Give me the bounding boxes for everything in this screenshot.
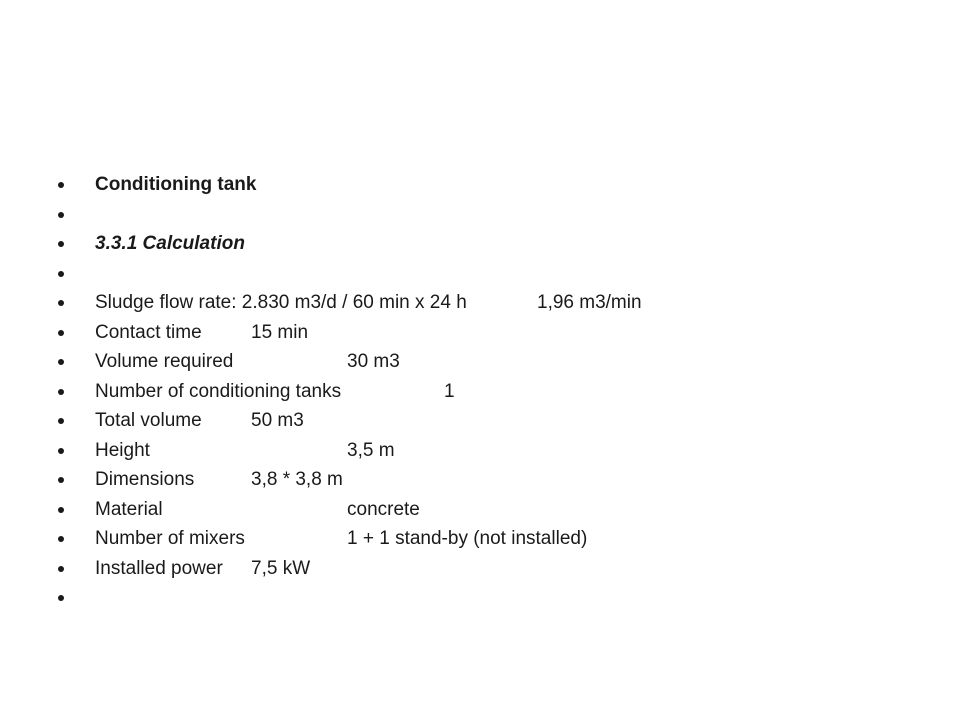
bullet-dot xyxy=(58,448,64,454)
bullet-dot xyxy=(58,212,64,218)
subheading-text: 3.3.1 Calculation xyxy=(95,233,245,254)
bullet-dot xyxy=(58,595,64,601)
row-value: 50 m3 xyxy=(251,410,304,431)
row-label: Height xyxy=(95,439,150,461)
bullet-dot xyxy=(58,507,64,513)
bullet-dot xyxy=(58,477,64,483)
bullet-dot xyxy=(58,330,64,336)
row-value: 1 + 1 stand-by (not installed) xyxy=(347,528,588,549)
row-value: 1 xyxy=(444,380,455,402)
bullet-dot xyxy=(58,389,64,395)
bullet-dot xyxy=(58,536,64,542)
row-label: Number of conditioning tanks xyxy=(95,380,342,402)
row-label: Sludge flow rate: 2.830 m3/d / 60 min x 24 h xyxy=(95,292,467,313)
bullet-dot xyxy=(58,418,64,424)
row-value: 15 min xyxy=(251,321,309,343)
row-value: 7,5 kW xyxy=(251,557,311,579)
bullet-dot xyxy=(58,182,64,188)
row-label: Volume required xyxy=(95,351,234,372)
bullet-dot xyxy=(58,271,64,277)
row-value: 1,96 m3/min xyxy=(537,292,642,313)
row-label: Installed power xyxy=(95,557,223,579)
row-label: Dimensions xyxy=(95,469,195,490)
row-label: Number of mixers xyxy=(95,528,245,549)
heading-text: Conditioning tank xyxy=(95,174,257,195)
row-value: 3,5 m xyxy=(347,439,395,461)
row-label: Material xyxy=(95,498,163,520)
row-label: Contact time xyxy=(95,321,202,343)
bullet-dot xyxy=(58,566,64,572)
row-label: Total volume xyxy=(95,410,202,431)
bullet-dot xyxy=(58,300,64,306)
row-value: 30 m3 xyxy=(347,351,400,372)
row-value: 3,8 * 3,8 m xyxy=(251,469,343,490)
bullet-dot xyxy=(58,359,64,365)
row-value: concrete xyxy=(347,498,420,520)
bullet-dot xyxy=(58,241,64,247)
